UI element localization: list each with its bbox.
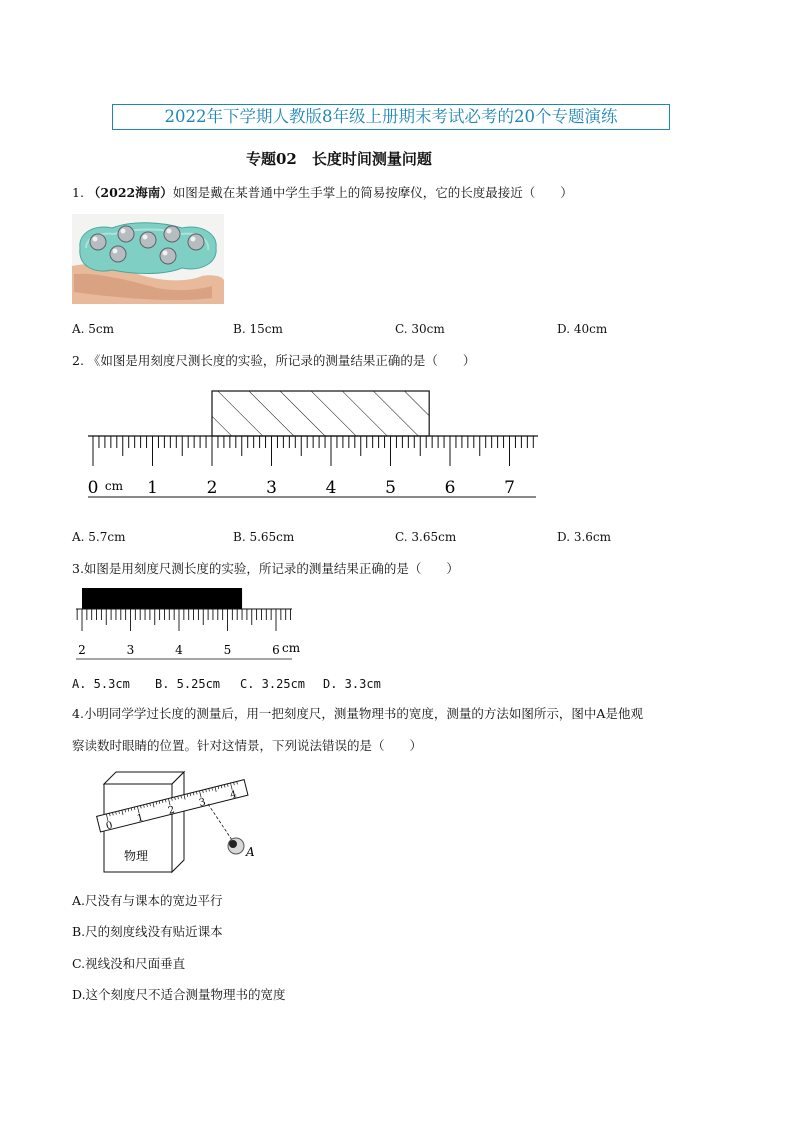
question-1 [72, 184, 573, 202]
ruler-unit-label: cm [104, 479, 124, 493]
q4-option-d: D.这个刻度尺不适合测量物理书的宽度 [72, 987, 286, 1002]
ruler-tick-label: 6 [444, 478, 456, 498]
ruler-figure-q2 [86, 384, 540, 502]
question-4-line-1: 4.小明同学学过长度的测量后，用一把刻度尺，测量物理书的宽度，测量的方法如图所示，图中A是他观 [72, 706, 643, 721]
q4-option-b: B.尺的刻度线没有贴近课本 [72, 924, 223, 939]
q3-option-d: D. 3.3cm [323, 677, 381, 691]
ruler-tick-label: 5 [223, 643, 232, 657]
question-source: （2022海南） [87, 185, 173, 200]
measured-object [212, 391, 429, 436]
ruler-tick-label: 6 [272, 643, 280, 657]
ruler-tick-label: 2 [167, 804, 176, 817]
q4-option-c: C.视线没和尺面垂直 [72, 956, 186, 971]
ruler-tick-label: 4 [229, 789, 238, 802]
ruler-tick-label: 0 [87, 478, 99, 498]
section-subtitle: 专题02 长度时间测量问题 [246, 150, 432, 168]
title-banner: 2022年下学期人教版8年级上册期末考试必考的20个专题演练 [112, 104, 670, 130]
ruler-unit-label: cm [282, 641, 301, 655]
q2-option-d: D. 3.6cm [557, 530, 612, 544]
measured-object [82, 588, 242, 609]
ruler-tick-label: 4 [175, 643, 183, 657]
q1-option-b: B. 15cm [233, 322, 283, 336]
q2-option-c: C. 3.65cm [395, 530, 457, 544]
book-top [104, 772, 184, 784]
eye-label: A [246, 845, 255, 859]
ruler-figure-q3 [72, 584, 308, 662]
question-4-line-2: 察读数时眼睛的位置。针对这情景，下列说法错误的是（ ） [72, 738, 423, 753]
ruler-tick-label: 0 [104, 820, 114, 833]
ruler-tick-label: 2 [78, 643, 86, 657]
ruler-tick-label: 3 [126, 643, 135, 657]
q1-option-c: C. 30cm [395, 322, 445, 336]
line-of-sight [208, 804, 232, 840]
massager-photo [72, 214, 224, 304]
q3-option-b: B. 5.25cm [155, 677, 221, 691]
q2-option-a: A. 5.7cm [72, 530, 126, 544]
book-ruler-figure-q4 [96, 768, 260, 874]
eye-icon [228, 838, 244, 854]
question-text: 如图是戴在某普通中学生手掌上的简易按摩仪，它的长度最接近（ ） [172, 185, 573, 200]
q4-option-a: A.尺没有与课本的宽边平行 [72, 893, 223, 908]
question-number: 1. [72, 185, 84, 200]
ruler-tick-label: 7 [504, 478, 515, 498]
q1-option-a: A. 5cm [72, 322, 115, 336]
book-label: 物理 [124, 849, 149, 863]
question-2: 2. 《如图是用刻度尺测长度的实验，所记录的测量结果正确的是（ ） [72, 353, 476, 368]
ruler-tick-label: 5 [385, 478, 396, 498]
ruler-tick-label: 2 [206, 478, 218, 498]
ruler-tick-label: 1 [135, 812, 145, 825]
book-side [172, 772, 184, 872]
question-3: 3.如图是用刻度尺测长度的实验，所记录的测量结果正确的是（ ） [72, 561, 459, 576]
q3-option-c: C. 3.25cm [240, 677, 306, 691]
ruler-tick-label: 1 [147, 478, 158, 498]
q1-option-d: D. 40cm [557, 322, 608, 336]
ruler-tick-label: 3 [198, 796, 207, 810]
q2-option-b: B. 5.65cm [233, 530, 295, 544]
q3-option-a: A. 5.3cm [72, 677, 130, 691]
ruler-tick-label: 3 [266, 478, 277, 498]
ruler-tick-label: 4 [325, 478, 337, 498]
